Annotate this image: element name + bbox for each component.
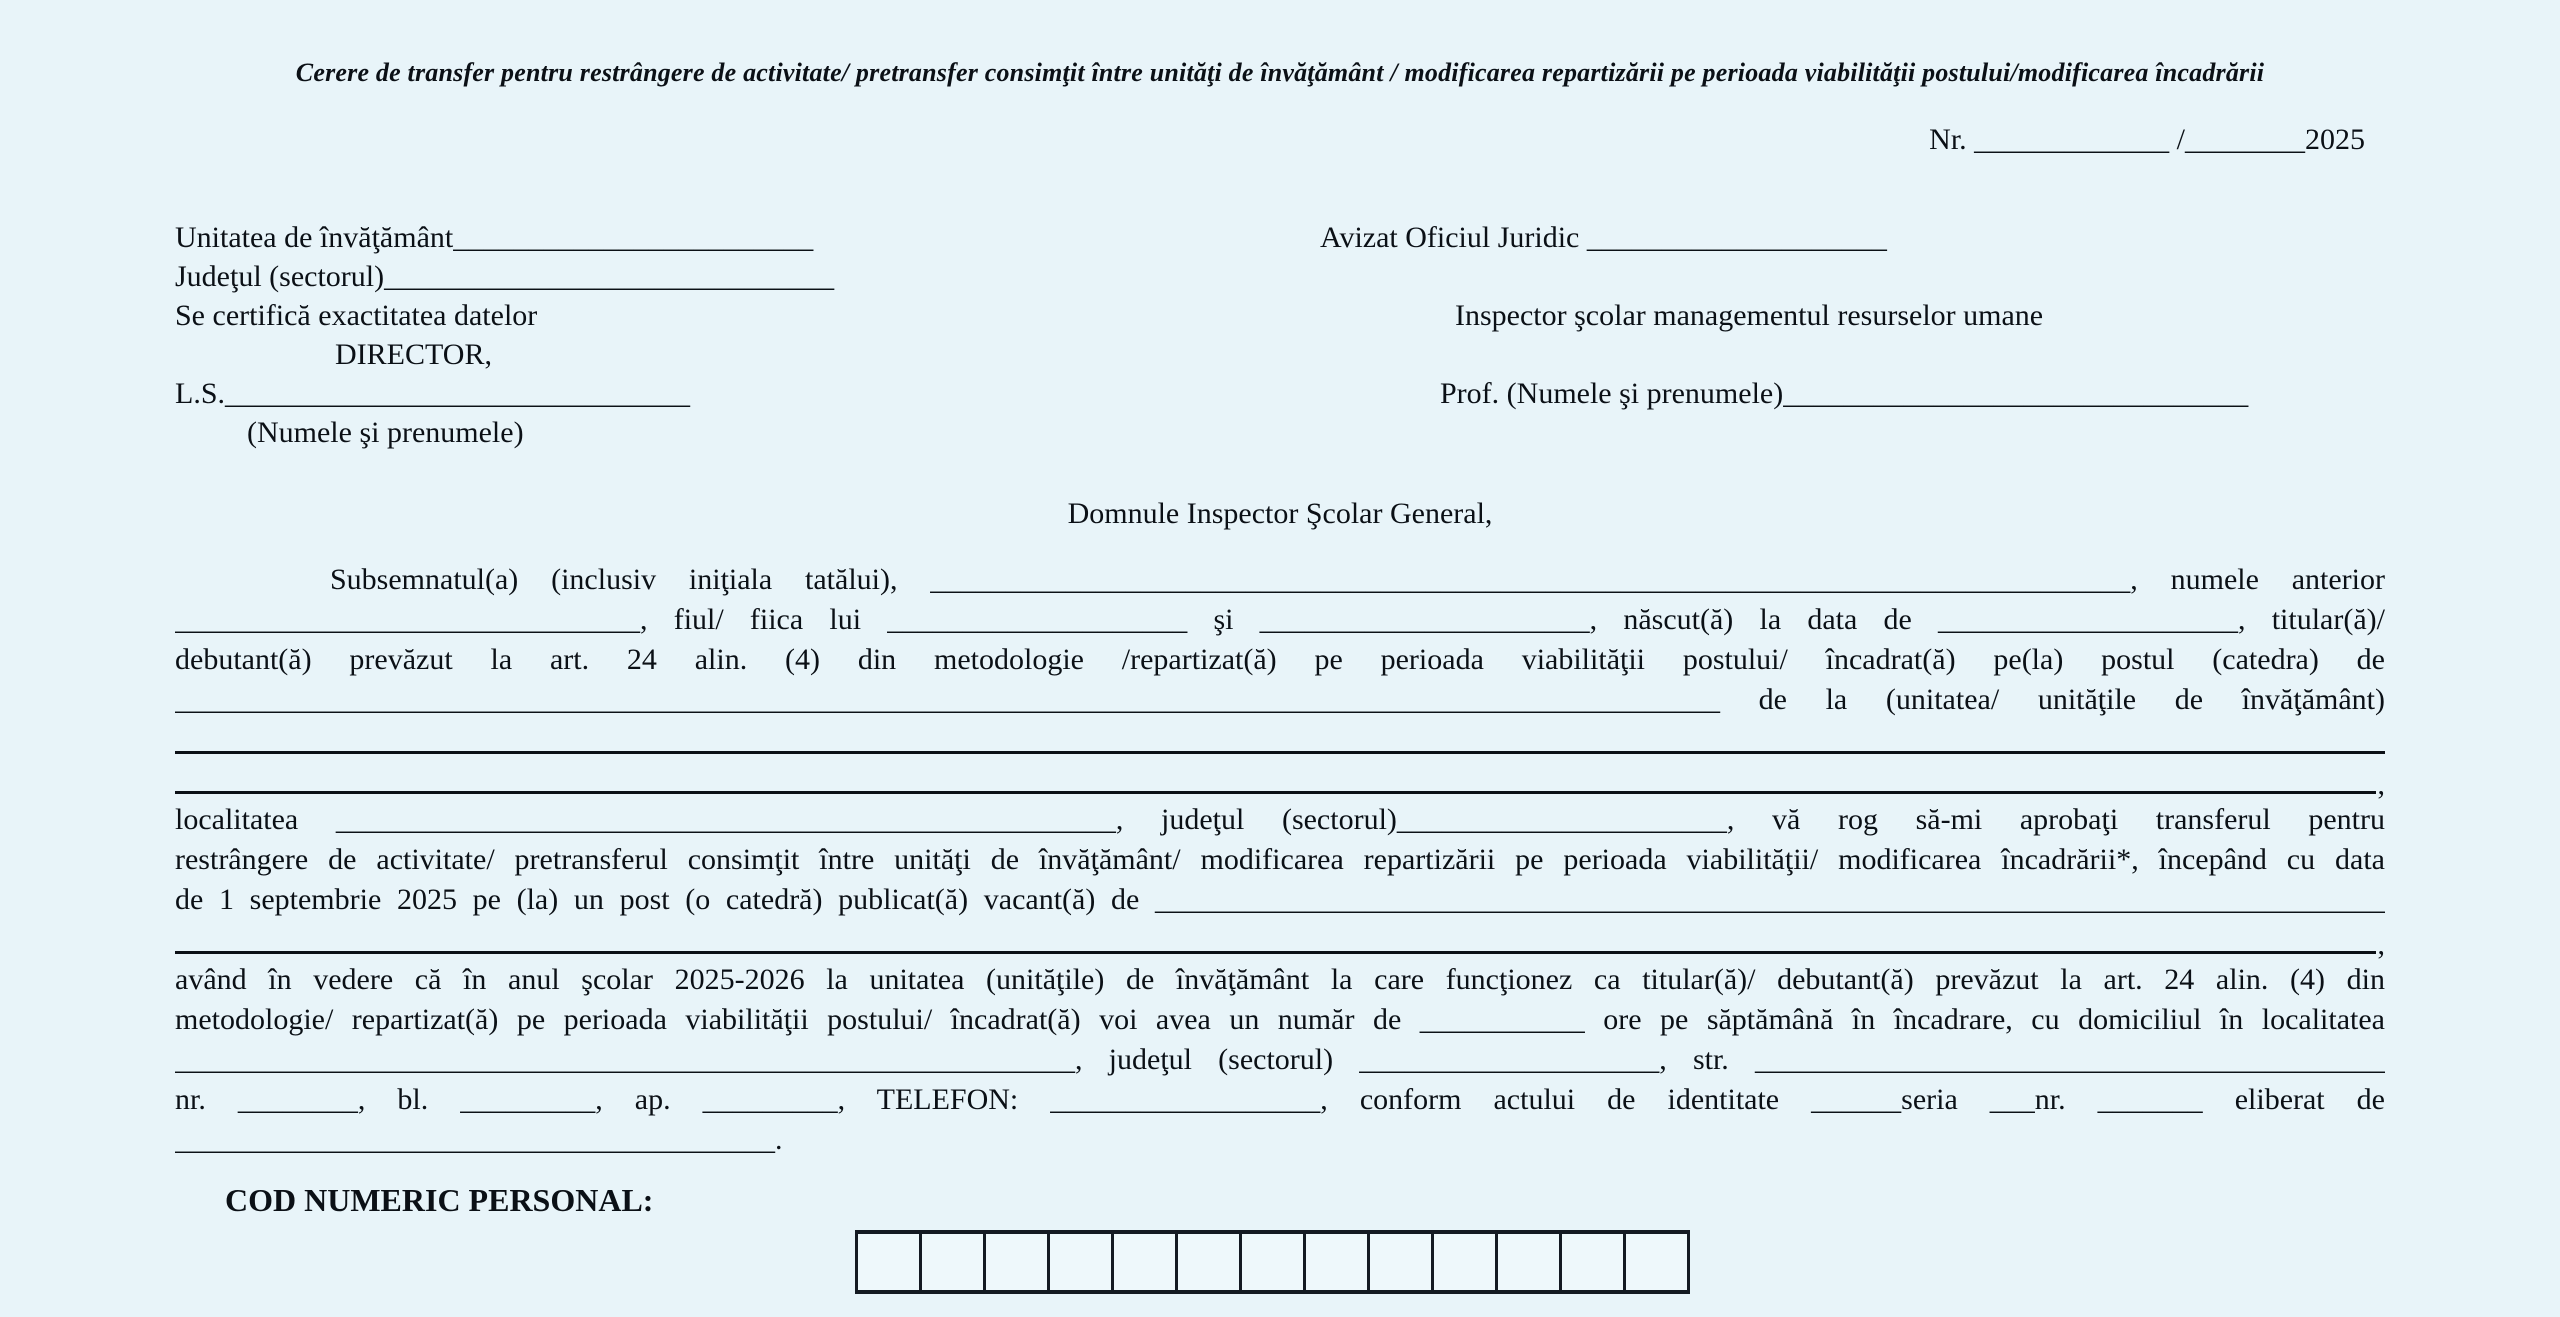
prof-name-line <box>1320 374 2385 413</box>
county-label: Judeţul (sectorul) <box>175 260 385 293</box>
cnp-digit-cell <box>1111 1234 1175 1290</box>
header-spacer-row <box>1320 257 2385 296</box>
school-unit-label: Unitatea de învăţământ <box>175 221 454 254</box>
cnp-digit-cell <box>1175 1234 1239 1290</box>
form-content <box>175 0 2385 1294</box>
cnp-digit-cell <box>1367 1234 1431 1290</box>
blank-rule <box>175 751 2385 754</box>
certify-line: Se certifică exactitatea datelor <box>175 299 538 332</box>
paragraph-line: ________________________________________. <box>175 1123 783 1156</box>
header-left-column <box>175 218 1320 452</box>
nr-prefix: Nr. <box>1929 123 1975 156</box>
request-paragraph <box>175 560 2385 1160</box>
rule-suffix: , <box>2377 928 2385 961</box>
director-name-note: (Numele şi prenumele) <box>247 416 524 449</box>
paragraph-fill-line <box>175 760 2385 800</box>
paragraph-line: nr. ________, bl. _________, ap. _________, TELEFON: __________________, conform actului de identitate ______seria ___nr. _______ eliberat de <box>175 1083 2385 1116</box>
cnp-digit-cell <box>1431 1234 1495 1290</box>
paragraph-line: de 1 septembrie 2025 pe (la) un post (o catedră) publicat(ă) vacant(ă) de __________________________________________________________________________________ <box>175 883 2385 916</box>
paragraph-line: debutant(ă) prevăzut la art. 24 alin. (4) din metodologie /repartizat(ă) pe perioada viabilităţii postului/ încadrat(ă) pe(la) postul (catedra) de <box>175 643 2385 676</box>
paragraph-line: _______________________________________________________________________________________________________ de la (unitatea/ unităţile de învăţământ) <box>175 683 2385 716</box>
prof-name-label: Prof. (Numele şi prenumele) <box>1440 377 1784 410</box>
cnp-label: COD NUMERIC PERSONAL: <box>225 1182 654 1218</box>
cnp-digit-cell <box>1303 1234 1367 1290</box>
rule-suffix: , <box>2377 768 2385 801</box>
paragraph-line: ____________________________________________________________, judeţul (sectorul) ____________________, str. __________________________________________ <box>175 1043 2385 1076</box>
director-line: DIRECTOR, <box>335 338 492 371</box>
cnp-digit-cell <box>858 1234 919 1290</box>
cnp-digit-cell <box>1623 1234 1687 1290</box>
form-title: Cerere de transfer pentru restrângere de activitate/ pretransfer consimţit între unităţi de învăţământ / modificarea repartizării pe perioada viabilităţii postului/modificarea încadrării <box>295 58 2265 87</box>
salutation: Domnule Inspector Şcolar General, <box>1067 497 1493 530</box>
paragraph-line: _______________________________, fiul/ fiica lui ____________________ şi ______________________, născut(ă) la data de ____________________, titular(ă)/ <box>175 603 2385 636</box>
county-blank: ______________________________ <box>384 260 835 293</box>
blank-rule <box>175 951 2376 954</box>
cnp-digit-cell <box>1559 1234 1623 1290</box>
prof-name-blank: _______________________________ <box>1783 377 2249 410</box>
paragraph-line: localitatea ____________________________________________________, judeţul (sectorul)______________________, vă rog să-mi aprobaţi transferul pentru <box>175 803 2385 836</box>
registration-number-line <box>175 120 2385 160</box>
cnp-digit-cell <box>919 1234 983 1290</box>
form-header <box>175 218 2385 452</box>
nr-blank-1: _____________ <box>1974 123 2170 156</box>
nr-blank-2: ________ <box>2185 123 2305 156</box>
legal-approval-label: Avizat Oficiul Juridic <box>1320 221 1587 254</box>
paragraph-line: restrângere de activitate/ pretransferul consimţit între unităţi de învăţământ/ modificarea repartizării pe perioada viabilităţii/ modificarea încadrării*, începând cu data <box>175 843 2385 876</box>
paragraph-line: Subsemnatul(a) (inclusiv iniţiala tatălui), ________________________________________________________________________________, numele anterior <box>330 563 2385 596</box>
nr-year: 2025 <box>2305 123 2365 156</box>
hr-inspector-line: Inspector şcolar managementul resurselor umane <box>1455 299 2044 332</box>
stamp-label: L.S. <box>175 377 226 410</box>
header-spacer-row <box>1320 335 2385 374</box>
school-unit-line <box>175 218 1320 257</box>
cnp-digit-cell <box>1047 1234 1111 1290</box>
legal-approval-line <box>1320 218 2385 257</box>
nr-separator: / <box>2169 123 2185 156</box>
cnp-digit-cell <box>983 1234 1047 1290</box>
paragraph-line: având în vedere că în anul şcolar 2025-2026 la unitatea (unităţile) de învăţământ la care funcţionez ca titular(ă)/ debutant(ă) prevăzut la art. 24 alin. (4) din <box>175 963 2385 996</box>
header-right-column <box>1320 218 2385 452</box>
paragraph-fill-line <box>175 720 2385 760</box>
cnp-digit-cell <box>1495 1234 1559 1290</box>
stamp-line <box>175 374 1320 413</box>
legal-approval-blank: ____________________ <box>1586 221 1887 254</box>
paragraph-fill-line <box>175 920 2385 960</box>
cnp-boxes <box>855 1230 1690 1294</box>
paragraph-line: metodologie/ repartizat(ă) pe perioada viabilităţii postului/ încadrat(ă) voi avea un număr de ___________ ore pe săptămână în încadrare, cu domiciliul în localitatea <box>175 1003 2385 1036</box>
cnp-digit-cell <box>1239 1234 1303 1290</box>
county-line <box>175 257 1320 296</box>
stamp-blank: _______________________________ <box>225 377 691 410</box>
blank-rule <box>175 791 2376 794</box>
school-unit-blank: ________________________ <box>453 221 814 254</box>
